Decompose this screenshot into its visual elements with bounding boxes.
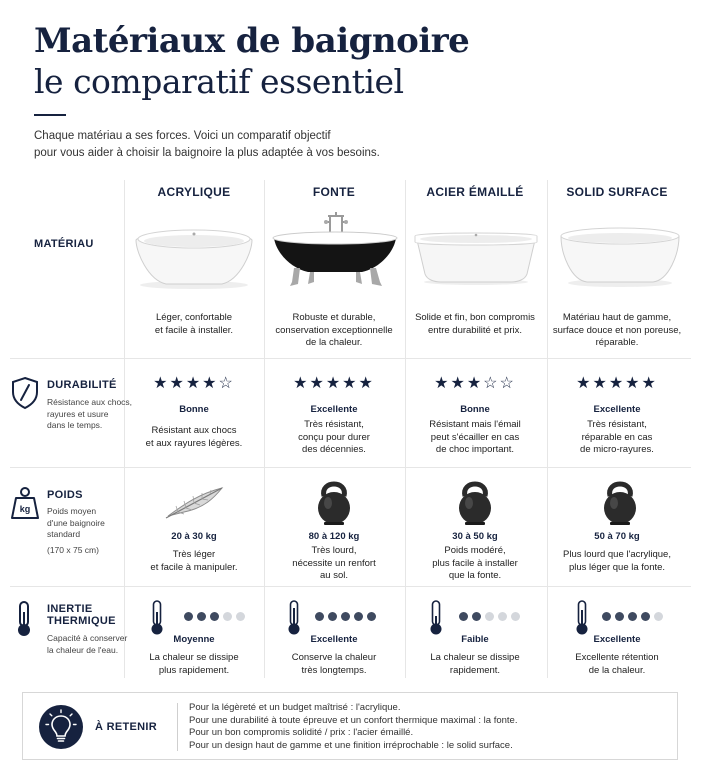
column-header-acier: ACIER ÉMAILLÉ <box>426 185 524 199</box>
solid-surface-bathtub-image <box>557 222 683 288</box>
material-desc-solid-surface <box>548 312 686 350</box>
thermal-desc <box>265 652 403 677</box>
thermal-dots-fonte <box>315 612 376 621</box>
desc-line: et aux rayures légères. <box>145 437 243 449</box>
durability-desc <box>406 419 544 457</box>
column-header-fonte: FONTE <box>312 185 356 199</box>
star-filled-icon: ★ <box>185 375 203 392</box>
weight-value: 20 à 30 kg <box>171 531 217 542</box>
thermal-desc <box>125 652 263 677</box>
row-label-thermal <box>47 603 116 627</box>
thermometer-icon <box>429 600 443 636</box>
weight-kg-icon <box>10 486 40 520</box>
dot-filled-icon <box>315 612 324 621</box>
summary-box <box>22 692 678 760</box>
desc-line: La chaleur se dissipe <box>149 652 239 663</box>
enamelled-steel-bathtub-image <box>413 226 539 286</box>
desc-line: nécessite un renfort <box>292 557 376 569</box>
star-filled-icon: ★ <box>202 375 219 392</box>
desc-line: Poids moyen <box>47 506 97 516</box>
desc-line: la chaleur de l'eau. <box>47 644 119 655</box>
desc-line: Solide et fin, bon compromis <box>415 312 535 323</box>
dot-filled-icon <box>367 612 376 621</box>
desc-line: Poids modéré, <box>444 545 506 556</box>
desc-line: surface douce et non poreuse, <box>552 324 682 336</box>
dot-filled-icon <box>459 612 468 621</box>
thermal-dots-acier <box>459 612 520 621</box>
summary-item: Pour une durabilité à toute épreuve et un confort thermique maximal : la fonte. <box>189 714 518 726</box>
dot-empty-icon <box>485 612 494 621</box>
intro-text <box>34 128 454 162</box>
star-filled-icon: ★ <box>434 375 451 392</box>
durability-desc <box>125 425 263 450</box>
desc-line: de la chaleur. <box>305 337 363 348</box>
star-filled-icon: ★ <box>325 375 343 392</box>
weight-desc <box>548 549 686 574</box>
dot-filled-icon <box>641 612 650 621</box>
dot-filled-icon <box>210 612 219 621</box>
desc-line: d'une baignoire <box>47 517 105 528</box>
desc-line: Robuste et durable, <box>292 312 376 323</box>
desc-line: standard <box>47 529 81 539</box>
weight-value: 80 à 120 kg <box>308 531 360 542</box>
desc-note: (170 x 75 cm) <box>47 544 99 555</box>
star-filled-icon: ★ <box>342 375 359 392</box>
dot-empty-icon <box>498 612 507 621</box>
star-filled-icon: ★ <box>641 375 658 392</box>
desc-line: plus facile à installer <box>432 557 518 569</box>
dot-filled-icon <box>628 612 637 621</box>
thermometer-icon <box>14 600 34 638</box>
star-filled-icon: ★ <box>153 375 170 392</box>
desc-line: Résistance aux chocs, <box>47 397 133 407</box>
dot-filled-icon <box>354 612 363 621</box>
desc-line: au sol. <box>320 570 348 581</box>
summary-list <box>189 702 517 752</box>
material-desc-acrylique <box>125 312 263 337</box>
weight-icon-label: kg <box>19 504 31 514</box>
lightbulb-icon <box>39 705 83 749</box>
intro-line: pour vous aider à choisir la baignoire la plus adaptée à vos besoins. <box>34 147 380 159</box>
star-filled-icon: ★ <box>450 375 467 392</box>
dot-empty-icon <box>223 612 232 621</box>
desc-line: Plus lourd que l'acrylique, <box>563 549 671 560</box>
star-empty-icon: ☆ <box>218 375 235 392</box>
row-label-weight: POIDS <box>47 489 83 501</box>
weight-value: 50 à 70 kg <box>594 531 640 542</box>
weight-value: 30 à 50 kg <box>452 531 498 542</box>
desc-line: La chaleur se dissipe <box>430 652 520 663</box>
star-filled-icon: ★ <box>576 375 593 392</box>
star-filled-icon: ★ <box>592 375 609 392</box>
desc-line: Très résistant, <box>587 419 647 430</box>
desc-line: très longtemps. <box>301 664 367 676</box>
desc-line: Capacité à conserver <box>47 633 128 643</box>
weight-desc <box>125 549 263 574</box>
thermal-dots-acrylique <box>184 612 245 621</box>
material-desc-fonte <box>265 312 403 350</box>
star-filled-icon: ★ <box>293 375 310 392</box>
star-filled-icon: ★ <box>358 375 375 392</box>
star-filled-icon: ★ <box>608 375 626 392</box>
desc-line: de choc important. <box>435 444 515 455</box>
thermal-desc <box>406 652 544 677</box>
desc-line: réparable. <box>595 337 639 348</box>
desc-line: et facile à manipuler. <box>150 561 238 573</box>
row-label-durability: DURABILITÉ <box>47 379 117 391</box>
desc-line: plus rapidement. <box>158 664 230 676</box>
dot-filled-icon <box>197 612 206 621</box>
thermometer-icon <box>287 600 301 636</box>
desc-line: Conserve la chaleur <box>291 652 377 663</box>
desc-line: Très résistant, <box>304 419 364 430</box>
desc-line: réparable en cas <box>581 431 653 443</box>
dot-empty-icon <box>654 612 663 621</box>
row-desc-thermal <box>47 633 127 656</box>
grid-line <box>10 358 691 359</box>
durability-rating: Excellente <box>593 404 641 415</box>
summary-title: À RETENIR <box>95 721 157 733</box>
thermal-rating: Faible <box>461 634 489 645</box>
dot-filled-icon <box>184 612 193 621</box>
durability-desc <box>265 419 403 457</box>
desc-line: des décennies. <box>302 444 366 455</box>
desc-line: conservation exceptionnelle <box>275 324 393 336</box>
acrylic-bathtub-image <box>132 222 256 290</box>
desc-line: Léger, confortable <box>155 312 233 323</box>
desc-line: rayures et usure <box>47 408 109 419</box>
page-subtitle: le comparatif essentiel <box>34 62 404 101</box>
thermal-desc <box>548 652 686 677</box>
row-desc-weight <box>47 506 105 556</box>
thermal-dots-solid-surface <box>602 612 663 621</box>
kettlebell-icon <box>455 478 495 526</box>
desc-line: de micro-rayures. <box>580 444 654 455</box>
row-label-line: THERMIQUE <box>47 615 116 627</box>
dot-filled-icon <box>602 612 611 621</box>
stars-solid-surface <box>548 376 686 392</box>
star-filled-icon: ★ <box>309 375 326 392</box>
desc-line: Résistant aux chocs <box>151 425 237 436</box>
star-empty-icon: ☆ <box>499 375 516 392</box>
durability-rating: Bonne <box>179 404 209 415</box>
stars-fonte <box>265 376 403 392</box>
row-label-line: INERTIE <box>47 603 93 615</box>
row-label-material: MATÉRIAU <box>34 238 94 250</box>
kettlebell-icon <box>600 478 640 526</box>
desc-line: et facile à installer. <box>154 324 234 336</box>
feather-icon <box>164 484 226 520</box>
column-header-solid-surface: SOLID SURFACE <box>566 185 668 199</box>
dot-filled-icon <box>328 612 337 621</box>
grid-line <box>10 586 691 587</box>
summary-icon-badge <box>39 705 83 749</box>
desc-line: Très lourd, <box>311 545 357 556</box>
desc-line: dans le temps. <box>47 420 103 430</box>
desc-line: rapidement. <box>449 664 501 676</box>
thermal-rating: Excellente <box>593 634 641 645</box>
row-desc-durability <box>47 397 132 432</box>
desc-line: entre durabilité et prix. <box>428 324 522 336</box>
grid-line <box>10 467 691 468</box>
star-filled-icon: ★ <box>625 375 642 392</box>
kettlebell-icon <box>314 478 354 526</box>
durability-desc <box>548 419 686 457</box>
weight-desc <box>406 545 544 583</box>
dot-filled-icon <box>472 612 481 621</box>
summary-divider <box>177 703 178 751</box>
page-title: Matériaux de baignoire <box>34 21 470 61</box>
star-empty-icon: ☆ <box>483 375 500 392</box>
cast-iron-bathtub-image <box>270 208 400 292</box>
desc-line: que la fonte. <box>448 570 502 581</box>
weight-desc <box>265 545 403 583</box>
desc-line: Matériau haut de gamme, <box>562 312 672 323</box>
star-filled-icon: ★ <box>466 375 484 392</box>
intro-line: Chaque matériau a ses forces. Voici un comparatif objectif <box>34 130 331 142</box>
summary-item: Pour un bon compromis solidité / prix : l'acier émaillé. <box>189 727 414 738</box>
column-header-acrylique: ACRYLIQUE <box>157 185 231 199</box>
summary-item: Pour un design haut de gamme et une finition irréprochable : le solid surface. <box>189 739 513 751</box>
desc-line: conçu pour durer <box>298 431 370 443</box>
desc-line: Résistant mais l'émail <box>429 419 521 430</box>
dot-filled-icon <box>615 612 624 621</box>
durability-rating: Excellente <box>310 404 358 415</box>
durability-rating: Bonne <box>460 404 490 415</box>
thermal-rating: Excellente <box>310 634 358 645</box>
thermometer-icon <box>150 600 164 636</box>
dot-empty-icon <box>236 612 245 621</box>
stars-acrylique <box>125 376 263 392</box>
desc-line: de la chaleur. <box>588 664 646 676</box>
title-underline <box>34 114 66 116</box>
stars-acier <box>406 376 544 392</box>
dot-filled-icon <box>341 612 350 621</box>
material-desc-acier <box>406 312 544 337</box>
summary-item: Pour la légèreté et un budget maîtrisé : l'acrylique. <box>189 702 401 713</box>
thermometer-icon <box>575 600 589 636</box>
star-filled-icon: ★ <box>169 375 186 392</box>
desc-line: Excellente rétention <box>575 652 659 663</box>
desc-line: plus léger que la fonte. <box>568 561 666 573</box>
dot-empty-icon <box>511 612 520 621</box>
desc-line: Très léger <box>172 549 216 560</box>
desc-line: peut s'écailler en cas <box>430 431 520 443</box>
thermal-rating: Moyenne <box>173 634 215 645</box>
shield-icon <box>10 376 40 410</box>
